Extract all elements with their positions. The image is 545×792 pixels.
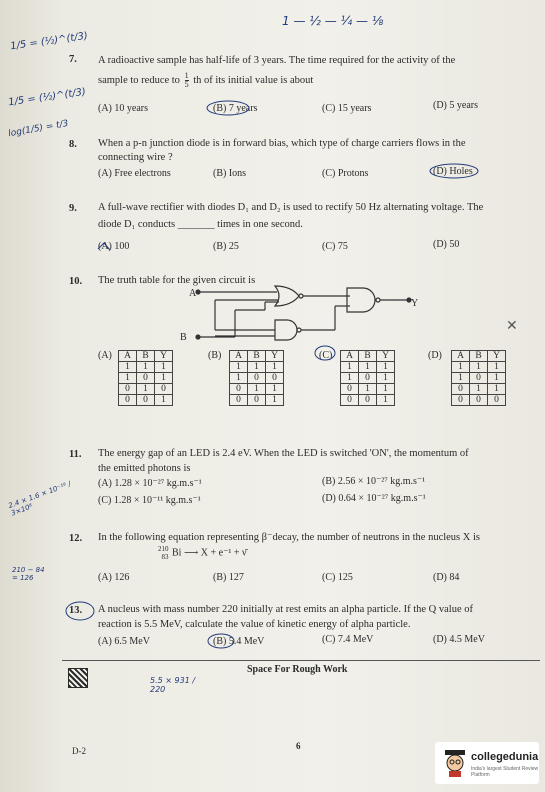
header-cell: A: [341, 351, 359, 362]
question-text: The truth table for the given circuit is: [98, 275, 256, 286]
table-cell: 1: [266, 395, 284, 406]
fraction-denominator: 5: [184, 80, 189, 89]
option-b: (B) 25: [213, 241, 239, 252]
table-row: [341, 384, 395, 395]
handwritten-note: 1/5 = (½)^(t/3): [7, 86, 87, 109]
question-text: diode D₁ conducts _______ times in one second.: [98, 219, 303, 230]
truth-table-a: [118, 350, 173, 406]
decay-equation: [158, 545, 247, 561]
table-row: [341, 373, 395, 384]
handwritten-note: 1/5 = (½)^(t/3): [9, 30, 89, 53]
header-cell: B: [359, 351, 377, 362]
equation-body: Bi ⟶ X + e⁻¹ + ν̄: [172, 547, 247, 559]
table-cell: 0: [230, 395, 248, 406]
table-cell: 1: [452, 373, 470, 384]
option-c: (C) 15 years: [322, 103, 372, 114]
table-cell: 0: [137, 373, 155, 384]
answer-circle-icon: [205, 100, 251, 116]
page-code: D-2: [72, 746, 86, 756]
table-cell: 1: [155, 373, 173, 384]
truth-table-header: [119, 351, 173, 362]
truth-table-header: [230, 351, 284, 362]
table-cell: 1: [266, 362, 284, 373]
option-d: (D) Holes: [433, 166, 473, 177]
option-a: (A) 1.28 × 10⁻²⁷ kg.m.s⁻¹: [98, 478, 202, 489]
table-cell: 0: [155, 384, 173, 395]
question-text: A nucleus with mass number 220 initially at rest emits an alpha particle. If the Q value of: [98, 604, 473, 615]
truth-table-b: [229, 350, 284, 406]
table-cell: 1: [470, 362, 488, 373]
table-cell: 1: [359, 384, 377, 395]
truth-table-header: [452, 351, 506, 362]
header-cell: Y: [488, 351, 506, 362]
table-row: [230, 373, 284, 384]
truth-table-c: [340, 350, 395, 406]
header-cell: Y: [266, 351, 284, 362]
handwritten-calculation: 5.5 × 931 / 220: [150, 676, 196, 694]
question-text: reaction is 5.5 MeV, calculate the value of kinetic energy of alpha particle.: [98, 619, 411, 630]
table-cell: 0: [359, 373, 377, 384]
option-c-label: (C): [319, 350, 333, 361]
question-text: The energy gap of an LED is 2.4 eV. When the LED is switched 'ON', the momentum of: [98, 448, 469, 459]
option-d-label: (D): [428, 350, 442, 361]
logo-tagline: India's largest Student Review Platform: [471, 766, 539, 778]
option-a: (A) 10 years: [98, 103, 148, 114]
question-text: When a p-n junction diode is in forward bias, which type of charge carriers flows in the: [98, 138, 466, 149]
option-d: (D) 50: [433, 239, 460, 250]
table-cell: 1: [248, 384, 266, 395]
table-cell: 0: [452, 384, 470, 395]
option-c: (C) 125: [322, 572, 353, 583]
option-c: (C) Protons: [322, 168, 369, 179]
option-d: (D) 84: [433, 572, 460, 583]
circuit-input-b: B: [180, 332, 187, 343]
table-cell: 1: [452, 362, 470, 373]
option-b: (B) Ions: [213, 168, 247, 179]
header-cell: B: [248, 351, 266, 362]
header-cell: A: [452, 351, 470, 362]
logo-name: collegedunia: [471, 751, 539, 763]
graduate-mascot-icon: [441, 748, 469, 778]
table-cell: 0: [470, 395, 488, 406]
question-number: 12.: [69, 533, 83, 544]
header-cell: Y: [377, 351, 395, 362]
table-cell: 0: [119, 395, 137, 406]
header-cell: A: [230, 351, 248, 362]
option-c: (C) 1.28 × 10⁻¹¹ kg.m.s⁻¹: [98, 495, 201, 506]
table-row: [119, 362, 173, 373]
table-cell: 0: [248, 373, 266, 384]
truth-table-header: [341, 351, 395, 362]
table-row: [452, 395, 506, 406]
question-text: sample to reduce to $\frac{1}{5}$ th of its initial value is about: [98, 71, 314, 89]
question-text: connecting wire ?: [98, 152, 173, 163]
table-cell: 1: [119, 362, 137, 373]
table-cell: 0: [341, 395, 359, 406]
circuit-input-a: A: [189, 288, 197, 299]
question-number: 10.: [69, 276, 83, 287]
option-d: (D) 4.5 MeV: [433, 634, 485, 645]
handwritten-note: log(1/5) = t/3: [7, 118, 70, 140]
handwritten-calculation: 210 − 84 = 126: [12, 566, 45, 582]
table-row: [119, 373, 173, 384]
option-a: (A) Free electrons: [98, 168, 171, 179]
circuit-output-y: Y: [411, 298, 419, 309]
table-cell: 1: [155, 362, 173, 373]
truth-table-d: [451, 350, 506, 406]
table-cell: 1: [359, 362, 377, 373]
option-c: (C) 7.4 MeV: [322, 634, 374, 645]
question-number: 8.: [69, 139, 77, 150]
table-cell: 1: [341, 362, 359, 373]
table-cell: 1: [488, 384, 506, 395]
question-text: the emitted photons is: [98, 463, 191, 474]
table-row: [452, 362, 506, 373]
table-cell: 1: [230, 362, 248, 373]
qr-code-icon: [68, 668, 88, 688]
question-text: A full-wave rectifier with diodes D₁ and D₂ is used to rectify 50 Hz alternating voltage. The: [98, 202, 484, 213]
table-cell: 0: [470, 373, 488, 384]
table-cell: 1: [266, 384, 284, 395]
option-a-label: (A): [98, 350, 112, 361]
header-cell: Y: [155, 351, 173, 362]
header-cell: B: [470, 351, 488, 362]
option-d: (D) 5 years: [433, 100, 478, 111]
header-cell: B: [137, 351, 155, 362]
question-text: A radioactive sample has half-life of 3 years. The time required for the activity of the: [98, 55, 456, 66]
table-cell: 1: [341, 373, 359, 384]
table-cell: 0: [248, 395, 266, 406]
table-cell: 1: [377, 373, 395, 384]
table-cell: 1: [488, 362, 506, 373]
question-number: 9.: [69, 203, 77, 214]
answer-circle-icon: [428, 162, 484, 180]
option-a: (A) 100: [98, 241, 130, 252]
table-row: [230, 384, 284, 395]
page-number: 6: [296, 741, 301, 751]
option-a: (A) 6.5 MeV: [98, 636, 150, 647]
table-row: [230, 362, 284, 373]
answer-circle-icon: [313, 345, 337, 361]
table-cell: 1: [155, 395, 173, 406]
tick-mark-icon: [96, 241, 116, 253]
handwritten-calculation: 2.4 × 1.6 × 10⁻¹⁹ / 3×10⁸: [7, 479, 72, 518]
option-b: (B) 127: [213, 572, 244, 583]
option-a: (A) 126: [98, 572, 130, 583]
table-cell: 1: [230, 373, 248, 384]
table-cell: 0: [488, 395, 506, 406]
table-cell: 0: [266, 373, 284, 384]
question-number: 7.: [69, 54, 77, 65]
table-row: [119, 384, 173, 395]
answer-circle-icon: [206, 632, 236, 650]
table-cell: 1: [119, 373, 137, 384]
table-cell: 1: [377, 395, 395, 406]
table-cell: 0: [341, 384, 359, 395]
table-cell: 0: [359, 395, 377, 406]
option-c: (C) 75: [322, 241, 348, 252]
handwritten-fractions: 1 — ½ — ¼ — ⅛: [282, 14, 384, 28]
option-b: (B) 5.4 MeV: [213, 636, 265, 647]
table-cell: 1: [470, 384, 488, 395]
rough-work-title: Space For Rough Work: [247, 664, 348, 675]
table-row: [341, 395, 395, 406]
mass-number: 210: [158, 545, 169, 553]
option-d: (D) 0.64 × 10⁻²⁷ kg.m.s⁻¹: [322, 493, 426, 504]
table-row: [452, 384, 506, 395]
atomic-number: 83: [161, 553, 169, 561]
table-row: [341, 362, 395, 373]
logic-circuit-diagram: [195, 282, 415, 344]
option-b: (B) 7 years: [213, 103, 258, 114]
collegedunia-logo: [435, 742, 539, 784]
divider: [62, 660, 540, 661]
table-cell: 1: [137, 384, 155, 395]
question-number: 13.: [69, 605, 83, 616]
table-cell: 1: [377, 384, 395, 395]
table-cell: 1: [377, 362, 395, 373]
table-row: [452, 373, 506, 384]
fraction-numerator: 1: [184, 71, 189, 80]
question-text: In the following equation representing β⁻decay, the number of neutrons in the nucleus X is: [98, 532, 480, 543]
table-row: [119, 395, 173, 406]
option-b-label: (B): [208, 350, 222, 361]
table-cell: 1: [248, 362, 266, 373]
table-cell: 0: [452, 395, 470, 406]
table-cell: 0: [230, 384, 248, 395]
table-cell: 1: [137, 362, 155, 373]
question-number: 11.: [69, 449, 82, 460]
table-cell: 0: [137, 395, 155, 406]
cross-mark-icon: ✕: [506, 318, 518, 334]
option-b: (B) 2.56 × 10⁻²⁷ kg.m.s⁻¹: [322, 476, 426, 487]
table-cell: 1: [488, 373, 506, 384]
table-cell: 0: [119, 384, 137, 395]
table-row: [230, 395, 284, 406]
header-cell: A: [119, 351, 137, 362]
